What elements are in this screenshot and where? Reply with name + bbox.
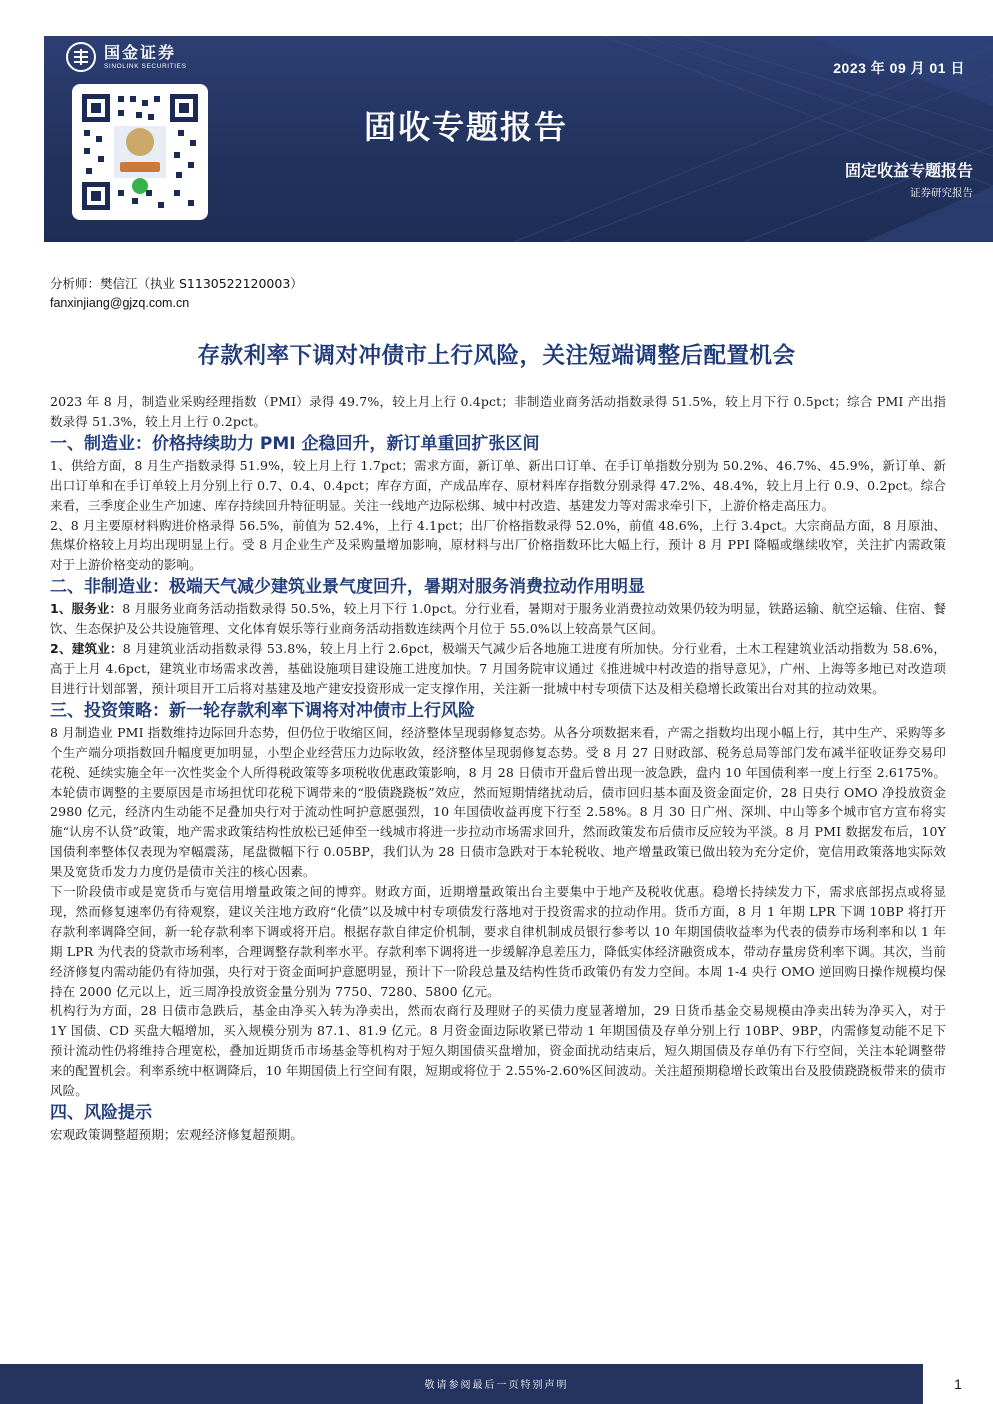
report-header-banner [44, 36, 993, 242]
body-paragraph: 下一阶段债市或是宽货币与宽信用增量政策之间的博弈。财政方面，近期增量政策出台主要集中于地产及税收优惠。稳增长持续发力下，需求底部拐点或将显现，然而修复速率仍有待观察，建议关注地方政府“化债”以及城中村专项债发行落地对于投资需求的拉动作用。货币方面，8 月 1 年期 LPR 下调 10BP 将打开存款利率调降空间，新一轮存款利率下调或将开启。根据存款自律定价机制，要求自律机制成员银行参考以 10 年期国债收益率为代表的债券市场利率和以 1 年期 LPR 为代表的贷款市场利率，合理调整存款利率水平。存款利率下调将进一步缓解净息差压力，降低实体经济融资成本，带动存量房贷利率下调。其次，当前经济修复内需动能仍有待加强，央行对于资金面呵护意愿明显，预计下一阶段总量及结构性货币政策仍有发力空间。本周 1-4 央行 OMO 逆回购日操作规模均保持在 2000 亿元以上，近三周净投放资金量分别为 7750、7280、5800 亿元。 [50, 884, 946, 999]
report-body [50, 392, 946, 1145]
section-investment-strategy [50, 700, 946, 1101]
brand-name-cn: 国金证券 [104, 42, 177, 62]
section-heading: 三、投资策略：新一轮存款利率下调将对冲债市上行风险 [50, 700, 475, 721]
brand-logo [66, 42, 187, 72]
report-subcategory: 证券研究报告 [910, 187, 973, 199]
page-number: 1 [923, 1364, 993, 1404]
section-non-manufacturing [50, 576, 946, 699]
qr-code [72, 84, 208, 220]
analyst-email[interactable]: fanxinjiang@gjzq.com.cn [50, 296, 190, 310]
paragraph-text: 8 月服务业商务活动指数录得 50.5%，较上月下行 1.0pct。分行业看，暑期对于服务业消费拉动效果仍较为明显，铁路运输、航空运输、住宿、餐饮、生态保护及公共设施管理、文化体育娱乐等行业商务活动指数连续两个月位于 55.0%以上较高景气区间。 [50, 601, 946, 637]
qr-code-icon [78, 90, 202, 214]
sinolink-logo-icon [66, 42, 96, 72]
paragraph-lead: 2、建筑业： [50, 641, 123, 657]
document-title: 存款利率下调对冲债市上行风险，关注短端调整后配置机会 [197, 343, 796, 369]
body-paragraph: 2、8 月主要原材料购进价格录得 56.5%，前值为 52.4%，上行 4.1pct；出厂价格指数录得 52.0%，前值 48.6%，上行 3.4pct。大宗商品方面，8 月原油、焦煤价格较上月均出现明显上行。受 8 月企业生产及采购量增加影响，原材料与出厂价格指数环比大幅上行，预计 8 月 PPI 降幅或继续收窄，关注扩内需政策对于上游价格变动的影响。 [50, 517, 946, 573]
paragraph-text: 8 月建筑业活动指数录得 53.8%，较上月上行 2.6pct，极端天气减少后各地施工进度有所加快。分行业看，土木工程建筑业活动指数为 58.6%，高于上月 4.6pct，建筑业市场需求改善，基础设施项目建设施工进度加快。7 月国务院审议通过《推进城中村改造的指导意见》，广州、上海等多地已对改造项目进行计划部署，预计项目开工后将对基建及地产建安投资形成一定支撑作用，关注新一批城中村专项债下达及相关稳增长政策出台对其的拉动效果。 [50, 641, 946, 696]
section-risk-warning [50, 1102, 946, 1145]
body-paragraph [50, 639, 946, 699]
brand-name-en: SINOLINK SECURITIES [104, 62, 187, 70]
report-type-title: 固收专题报告 [364, 108, 569, 146]
body-paragraph: 机构行为方面，28 日债市急跌后，基金由净买入转为净卖出，然而农商行及理财子的买债力度显著增加，29 日货币基金交易规模由净卖出转为净买入，对于 1Y 国债、CD 买盘大幅增加，买入规模分别为 87.1、81.9 亿元。8 月资金面边际收紧已带动 1 年期国债及存单分别上行 10BP、9BP，内需修复动能不足下预计流动性仍将维持合理宽松，叠加近期货币市场基金等机构对于短久期国债买盘增加，资金面扰动结束后，短久期国债及存单仍有下行空间，关注本轮调整带来的配置机会。利率系统中枢调降后，10 年期国债上行空间有限，短期或将位于 2.55%-2.60%区间波动。关注超预期稳增长政策出台及股债跷跷板带来的债市风险。 [50, 1003, 946, 1099]
body-paragraph [50, 599, 946, 639]
section-heading: 四、风险提示 [50, 1103, 152, 1123]
body-paragraph: 8 月制造业 PMI 指数维持边际回升态势，但仍位于收缩区间，经济整体呈现弱修复态势。从各分项数据来看，产需之指数均出现小幅上行，其中生产、采购等多个生产端分项指数回升幅度更加明显，小型企业经营压力边际收敛，经济整体呈现弱修复态势。受 8 月 27 日财政部、税务总局等部门发布减半征收证券交易印花税、延续实施全年一次性奖金个人所得税政策等多项税收优惠政策影响，8 月 28 日债市开盘后曾出现一波急跌，盘内 10 年国债利率一度上行至 2.6175%。本轮债市调整的主要原因是市场担忧印花税下调带来的“股债跷跷板”效应，然而短期情绪扰动后，债市回归基本面及资金面定价，28 日央行 OMO 净投放资金 2980 亿元，经济内生动能不足叠加央行对于流动性呵护意愿强烈，10 年国债收益再度下行至 2.58%。8 月 30 日广州、深圳、中山等多个城市官方宣布将实施“认房不认贷”政策，地产需求政策结构性放松已延伸至一线城市将进一步拉动市场需求回升，然而政策发布后债市反应较为平淡。8 月 PMI 数据发布后，10Y 国债利率整体仅表现为窄幅震荡，尾盘微幅下行 0.05BP，我们认为 28 日债市急跌对于本轮税收、地产增量政策已做出较为充分定价，宽信用政策落地实际效果及宽货币发力力度仍是债市关注的核心因素。 [50, 724, 946, 880]
section-manufacturing [50, 433, 946, 575]
report-date: 2023 年 09 月 01 日 [833, 60, 965, 76]
body-paragraph: 1、供给方面，8 月生产指数录得 51.9%，较上月上行 1.7pct；需求方面，新订单、新出口订单、在手订单指数分别为 50.2%、46.7%、45.9%，新订单、新出口订单和在手订单较上月分别上行 0.7、0.4、0.4pct；库存方面，产成品库存、原材料库存指数分别录得 47.2%、48.4%，较上月上行 0.9、0.2pct。综合来看，三季度企业生产加速、库存持续回升特征明显。关注一线地产边际松绑、城中村改造、基建发力等对需求牵引下，上游价格走高压力。 [50, 457, 946, 513]
disclaimer-notice: 敬请参阅最后一页特别声明 [424, 1380, 569, 1391]
section-heading: 二、非制造业：极端天气减少建筑业景气度回升，暑期对服务消费拉动作用明显 [50, 577, 645, 598]
body-paragraph: 宏观政策调整超预期；宏观经济修复超预期。 [50, 1127, 304, 1142]
analyst-info: 分析师：樊信江（执业 S1130522120003） [50, 276, 303, 291]
paragraph-lead: 1、服务业： [50, 601, 123, 617]
intro-paragraph: 2023 年 8 月，制造业采购经理指数（PMI）录得 49.7%，较上月上行 0.4pct；非制造业商务活动指数录得 51.5%，较上月下行 0.5pct；综合 PMI 产出指数录得 51.3%，较上月上行 0.2pct。 [50, 394, 946, 429]
page-footer [0, 1364, 993, 1404]
report-category: 固定收益专题报告 [844, 161, 973, 180]
section-heading: 一、制造业：价格持续助力 PMI 企稳回升，新订单重回扩张区间 [50, 433, 540, 454]
